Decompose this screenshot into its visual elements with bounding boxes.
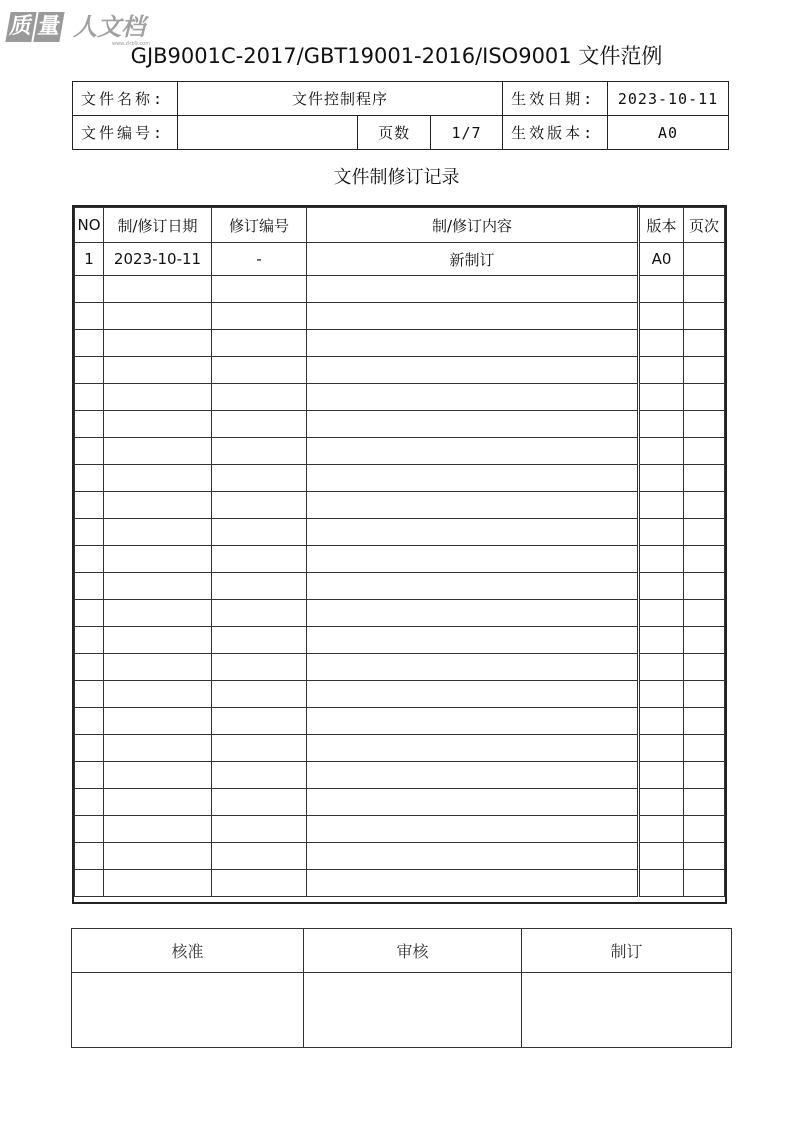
cell-version bbox=[639, 438, 684, 465]
cell-rev-no bbox=[212, 573, 307, 600]
cell-rev-no bbox=[212, 762, 307, 789]
cell-no bbox=[75, 546, 104, 573]
cell-rev-no bbox=[212, 357, 307, 384]
cell-rev-no bbox=[212, 843, 307, 870]
document-title: GJB9001C-2017/GBT19001-2016/ISO9001 文件范例 bbox=[130, 44, 663, 68]
cell-content bbox=[307, 816, 639, 843]
cell-page bbox=[684, 654, 725, 681]
cell-content bbox=[307, 357, 639, 384]
cell-no bbox=[75, 384, 104, 411]
cell-page bbox=[684, 789, 725, 816]
table-row bbox=[75, 816, 725, 843]
approve-signature-cell bbox=[72, 973, 304, 1048]
cell-version bbox=[639, 681, 684, 708]
cell-version bbox=[639, 843, 684, 870]
cell-no bbox=[75, 843, 104, 870]
cell-rev-no bbox=[212, 816, 307, 843]
cell-date bbox=[104, 600, 212, 627]
cell-rev-no bbox=[212, 384, 307, 411]
cell-rev-no bbox=[212, 411, 307, 438]
cell-date bbox=[104, 546, 212, 573]
effective-date-value: 2023-10-11 bbox=[608, 82, 729, 116]
cell-content bbox=[307, 438, 639, 465]
cell-rev-no bbox=[212, 465, 307, 492]
cell-rev-no bbox=[212, 546, 307, 573]
cell-no bbox=[75, 654, 104, 681]
cell-content bbox=[307, 708, 639, 735]
table-row bbox=[75, 243, 725, 276]
cell-content bbox=[307, 843, 639, 870]
cell-content bbox=[307, 303, 639, 330]
cell-version bbox=[639, 357, 684, 384]
cell-date bbox=[104, 735, 212, 762]
cell-no bbox=[75, 303, 104, 330]
revision-title: 文件制修订记录 bbox=[333, 167, 460, 188]
cell-page bbox=[684, 843, 725, 870]
cell-page bbox=[684, 816, 725, 843]
cell-content bbox=[307, 465, 639, 492]
table-row bbox=[75, 708, 725, 735]
cell-no bbox=[75, 789, 104, 816]
cell-no bbox=[75, 681, 104, 708]
cell-content bbox=[307, 870, 639, 897]
cell-date bbox=[104, 330, 212, 357]
cell-date bbox=[104, 573, 212, 600]
file-name-value: 文件控制程序 bbox=[177, 82, 502, 116]
col-header-no: NO bbox=[75, 208, 104, 243]
cell-version bbox=[639, 276, 684, 303]
cell-rev-no bbox=[212, 492, 307, 519]
cell-page bbox=[684, 573, 725, 600]
cell-page bbox=[684, 357, 725, 384]
table-row bbox=[75, 600, 725, 627]
cell-rev-no bbox=[212, 519, 307, 546]
table-row bbox=[75, 762, 725, 789]
cell-no bbox=[75, 411, 104, 438]
pages-label: 页数 bbox=[358, 116, 430, 150]
cell-content bbox=[307, 411, 639, 438]
cell-no bbox=[75, 519, 104, 546]
table-row bbox=[75, 735, 725, 762]
cell-rev-no bbox=[212, 789, 307, 816]
logo-url: www.zlrb9.com bbox=[112, 41, 151, 47]
cell-no bbox=[75, 276, 104, 303]
cell-no bbox=[75, 330, 104, 357]
cell-no bbox=[75, 708, 104, 735]
table-row bbox=[75, 519, 725, 546]
cell-no bbox=[75, 627, 104, 654]
cell-page bbox=[684, 303, 725, 330]
cell-page bbox=[684, 627, 725, 654]
review-header: 审核 bbox=[304, 929, 522, 973]
cell-rev-no bbox=[212, 438, 307, 465]
cell-content bbox=[307, 681, 639, 708]
cell-page bbox=[684, 762, 725, 789]
cell-date bbox=[104, 816, 212, 843]
pages-value: 1/7 bbox=[430, 116, 502, 150]
cell-version: A0 bbox=[639, 243, 684, 276]
table-row bbox=[75, 384, 725, 411]
cell-page bbox=[684, 465, 725, 492]
cell-page bbox=[684, 870, 725, 897]
table-row bbox=[75, 303, 725, 330]
cell-content bbox=[307, 384, 639, 411]
cell-content bbox=[307, 789, 639, 816]
cell-date: 2023-10-11 bbox=[104, 243, 212, 276]
cell-version bbox=[639, 519, 684, 546]
cell-content bbox=[307, 573, 639, 600]
cell-no bbox=[75, 465, 104, 492]
info-row bbox=[73, 116, 729, 150]
cell-version bbox=[639, 303, 684, 330]
table-row bbox=[75, 654, 725, 681]
cell-page bbox=[684, 546, 725, 573]
cell-content bbox=[307, 492, 639, 519]
cell-rev-no bbox=[212, 870, 307, 897]
table-row bbox=[75, 492, 725, 519]
cell-version bbox=[639, 762, 684, 789]
cell-content bbox=[307, 519, 639, 546]
cell-version bbox=[639, 465, 684, 492]
cell-rev-no bbox=[212, 735, 307, 762]
cell-no bbox=[75, 573, 104, 600]
cell-no bbox=[75, 492, 104, 519]
cell-date bbox=[104, 276, 212, 303]
cell-page bbox=[684, 600, 725, 627]
cell-date bbox=[104, 762, 212, 789]
cell-content bbox=[307, 546, 639, 573]
cell-no: 1 bbox=[75, 243, 104, 276]
cell-version bbox=[639, 654, 684, 681]
cell-no bbox=[75, 762, 104, 789]
cell-no bbox=[75, 438, 104, 465]
table-row bbox=[75, 681, 725, 708]
cell-version bbox=[639, 600, 684, 627]
cell-rev-no bbox=[212, 600, 307, 627]
cell-page bbox=[684, 243, 725, 276]
logo-tile: 质 bbox=[5, 12, 36, 42]
cell-date bbox=[104, 870, 212, 897]
prepare-header: 制订 bbox=[522, 929, 732, 973]
cell-version bbox=[639, 816, 684, 843]
file-name-label: 文件名称: bbox=[73, 82, 178, 116]
cell-content bbox=[307, 276, 639, 303]
file-no-label: 文件编号: bbox=[73, 116, 178, 150]
cell-rev-no bbox=[212, 627, 307, 654]
logo-word: 人文档 bbox=[73, 13, 146, 41]
cell-date bbox=[104, 843, 212, 870]
cell-version bbox=[639, 735, 684, 762]
cell-content bbox=[307, 654, 639, 681]
col-header-date: 制/修订日期 bbox=[104, 208, 212, 243]
cell-date bbox=[104, 438, 212, 465]
approve-header: 核准 bbox=[72, 929, 304, 973]
cell-date bbox=[104, 627, 212, 654]
info-row bbox=[73, 82, 729, 116]
cell-content bbox=[307, 600, 639, 627]
cell-version bbox=[639, 573, 684, 600]
cell-date bbox=[104, 384, 212, 411]
cell-rev-no bbox=[212, 303, 307, 330]
cell-date bbox=[104, 465, 212, 492]
effective-version-label: 生效版本: bbox=[503, 116, 608, 150]
table-row bbox=[75, 789, 725, 816]
cell-no bbox=[75, 816, 104, 843]
cell-page bbox=[684, 681, 725, 708]
table-row bbox=[75, 870, 725, 897]
cell-content bbox=[307, 735, 639, 762]
file-no-value bbox=[177, 116, 358, 150]
cell-page bbox=[684, 492, 725, 519]
cell-version bbox=[639, 546, 684, 573]
effective-version-value: A0 bbox=[608, 116, 729, 150]
effective-date-label: 生效日期: bbox=[503, 82, 608, 116]
cell-version bbox=[639, 627, 684, 654]
cell-date bbox=[104, 357, 212, 384]
cell-version bbox=[639, 384, 684, 411]
cell-content: 新制订 bbox=[307, 243, 639, 276]
col-header-version: 版本 bbox=[639, 208, 684, 243]
table-row bbox=[75, 573, 725, 600]
cell-version bbox=[639, 411, 684, 438]
cell-rev-no: - bbox=[212, 243, 307, 276]
cell-rev-no bbox=[212, 330, 307, 357]
review-signature-cell bbox=[304, 973, 522, 1048]
signoff-header-row bbox=[72, 929, 732, 973]
cell-date bbox=[104, 654, 212, 681]
cell-no bbox=[75, 735, 104, 762]
cell-date bbox=[104, 681, 212, 708]
cell-content bbox=[307, 330, 639, 357]
cell-date bbox=[104, 708, 212, 735]
table-row bbox=[75, 438, 725, 465]
signoff-table bbox=[71, 928, 732, 1048]
table-row bbox=[75, 276, 725, 303]
table-row bbox=[75, 357, 725, 384]
cell-rev-no bbox=[212, 708, 307, 735]
cell-date bbox=[104, 789, 212, 816]
col-header-rev-no: 修订编号 bbox=[212, 208, 307, 243]
signoff-body-row bbox=[72, 973, 732, 1048]
cell-version bbox=[639, 789, 684, 816]
file-info-table bbox=[72, 81, 729, 150]
table-row bbox=[75, 843, 725, 870]
col-header-content: 制/修订内容 bbox=[307, 208, 639, 243]
cell-page bbox=[684, 735, 725, 762]
cell-page bbox=[684, 330, 725, 357]
cell-rev-no bbox=[212, 276, 307, 303]
cell-rev-no bbox=[212, 654, 307, 681]
table-row bbox=[75, 627, 725, 654]
table-row bbox=[75, 465, 725, 492]
cell-rev-no bbox=[212, 681, 307, 708]
cell-page bbox=[684, 411, 725, 438]
cell-no bbox=[75, 357, 104, 384]
cell-date bbox=[104, 303, 212, 330]
cell-no bbox=[75, 870, 104, 897]
logo-tile: 量 bbox=[33, 12, 64, 42]
cell-content bbox=[307, 762, 639, 789]
cell-page bbox=[684, 708, 725, 735]
cell-content bbox=[307, 627, 639, 654]
prepare-signature-cell bbox=[522, 973, 732, 1048]
col-header-page: 页次 bbox=[684, 208, 725, 243]
cell-date bbox=[104, 411, 212, 438]
cell-version bbox=[639, 492, 684, 519]
cell-version bbox=[639, 330, 684, 357]
table-row bbox=[75, 411, 725, 438]
cell-date bbox=[104, 519, 212, 546]
revision-table bbox=[74, 207, 725, 897]
revision-header-row bbox=[75, 208, 725, 243]
cell-page bbox=[684, 438, 725, 465]
table-row bbox=[75, 546, 725, 573]
cell-version bbox=[639, 870, 684, 897]
cell-date bbox=[104, 492, 212, 519]
cell-version bbox=[639, 708, 684, 735]
cell-no bbox=[75, 600, 104, 627]
table-row bbox=[75, 330, 725, 357]
cell-page bbox=[684, 276, 725, 303]
cell-page bbox=[684, 384, 725, 411]
cell-page bbox=[684, 519, 725, 546]
